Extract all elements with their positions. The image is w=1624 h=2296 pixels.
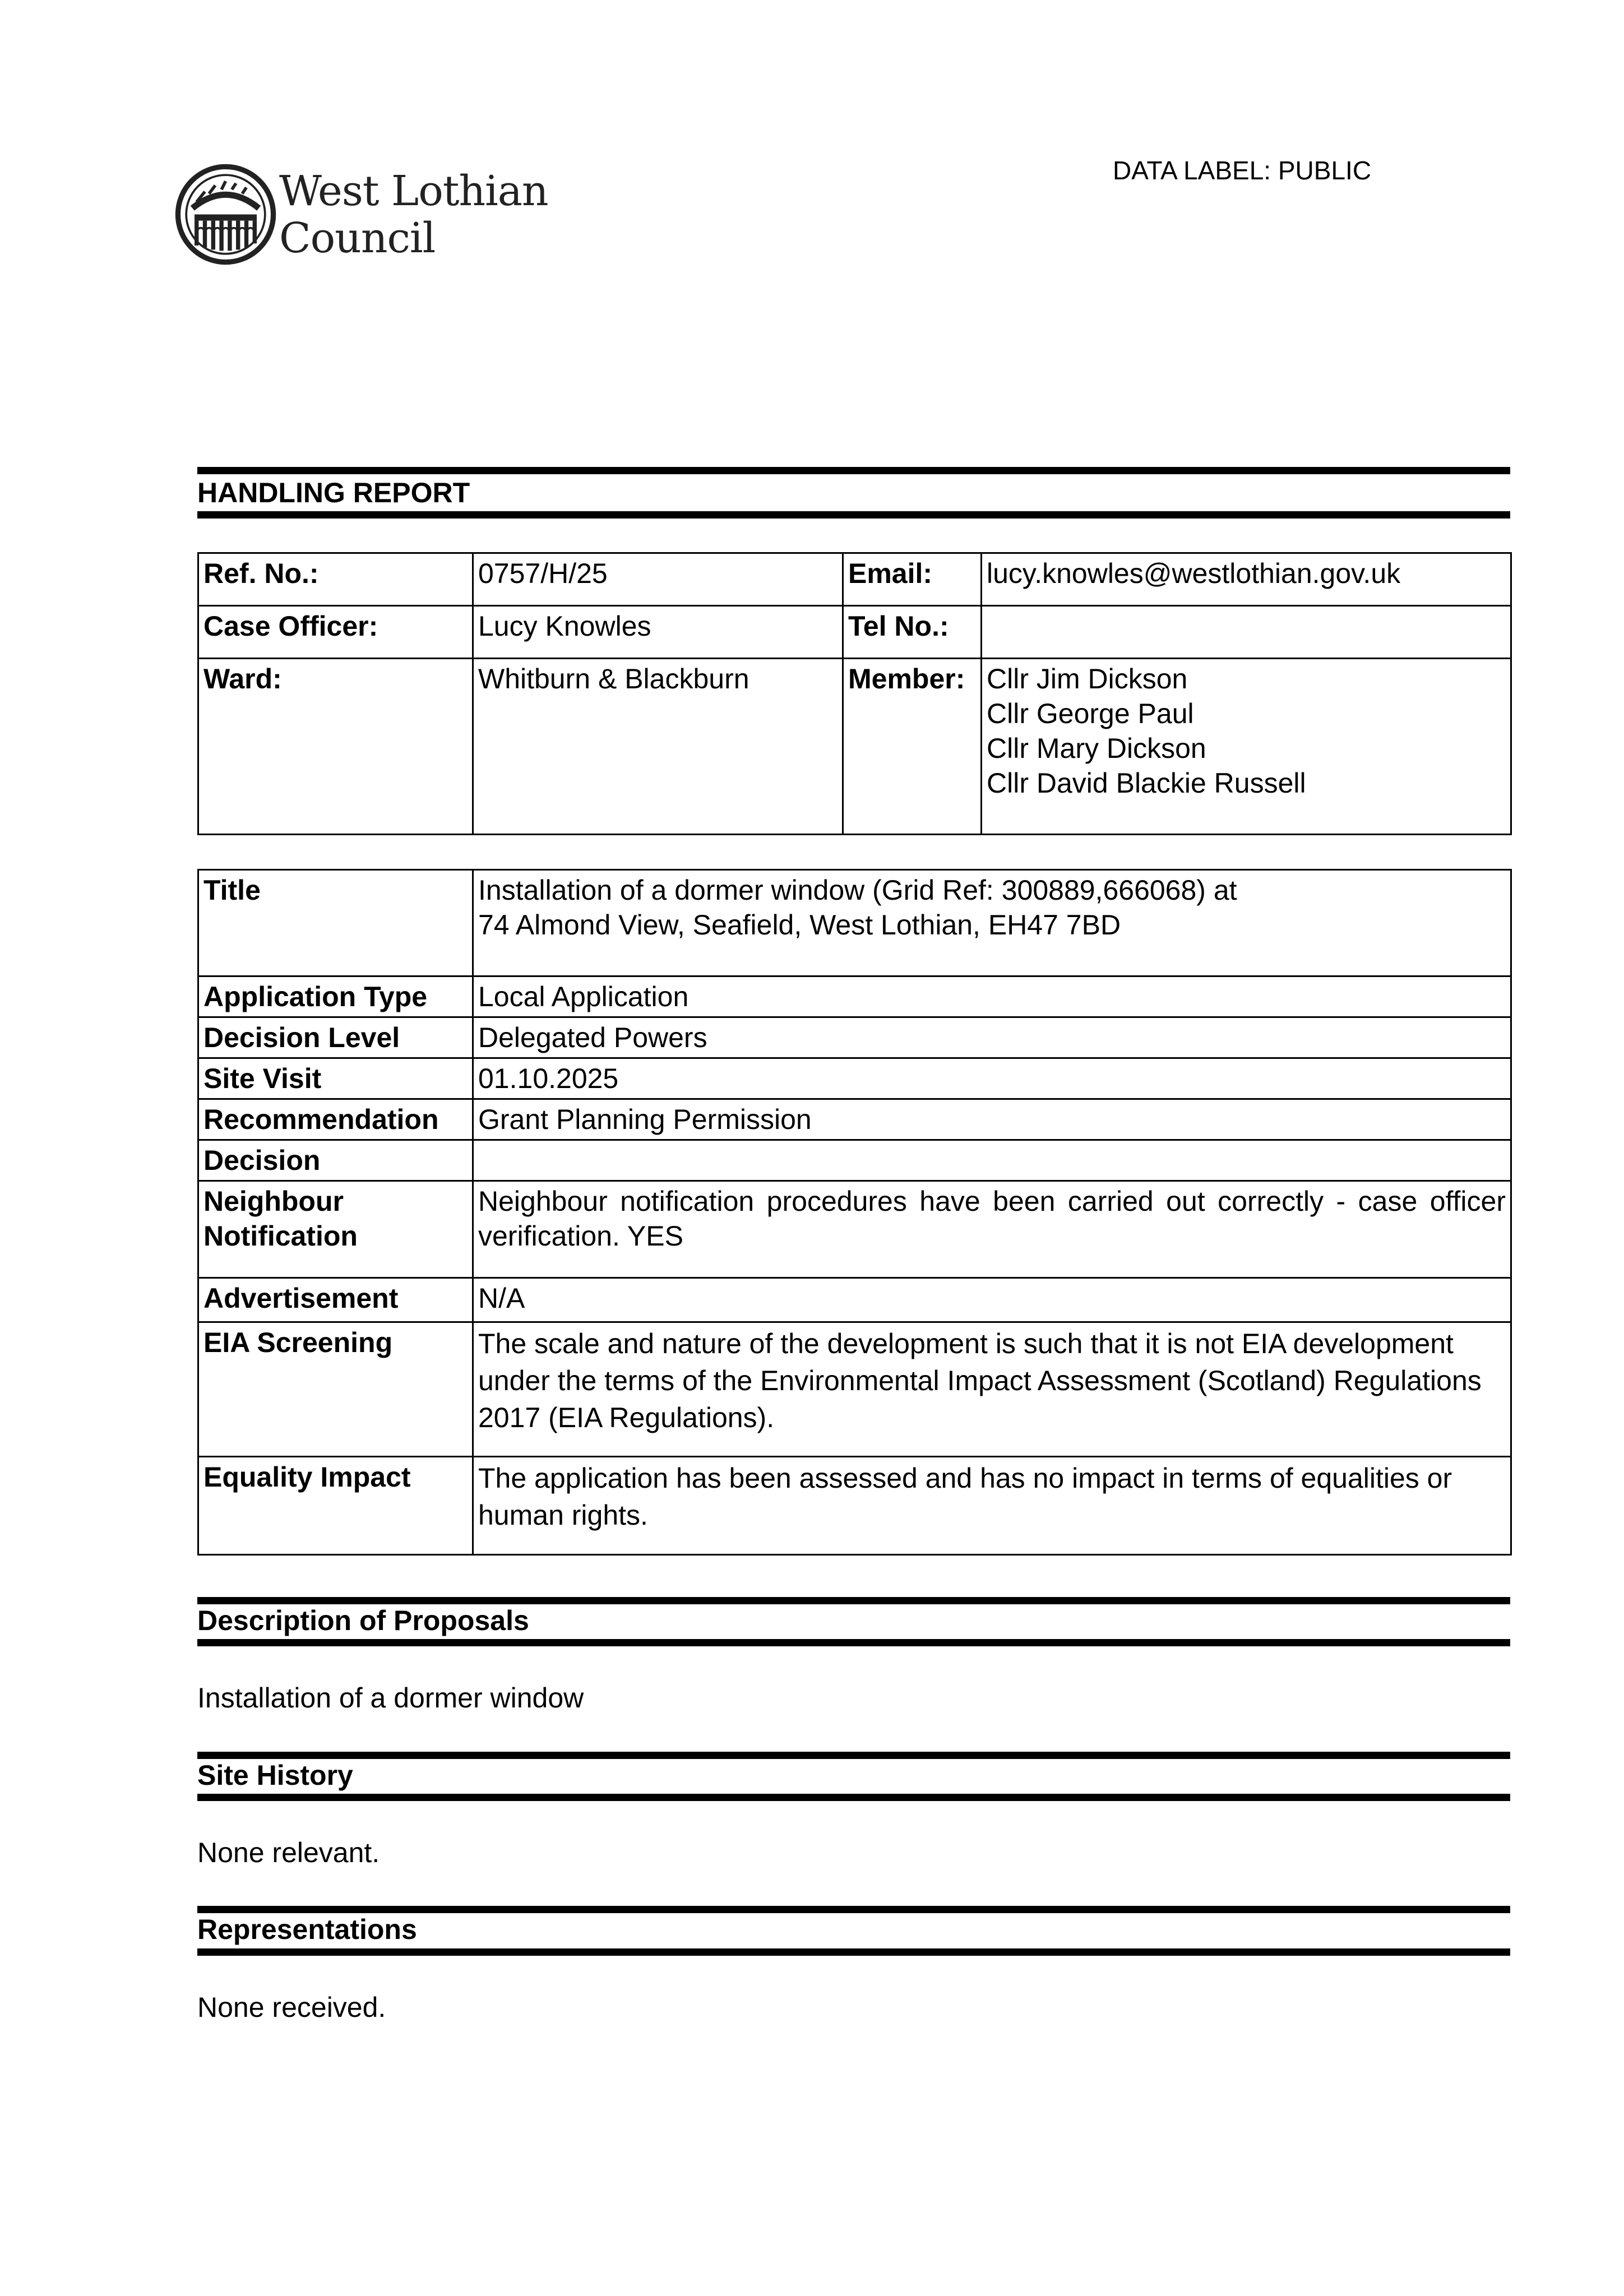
advertisement-label: Advertisement <box>198 1278 473 1322</box>
table-row <box>198 659 1511 835</box>
table-row <box>198 1017 1511 1058</box>
representations-title: Representations <box>197 1914 417 1945</box>
application-type-value: Local Application <box>473 976 1511 1017</box>
viaduct-emblem-icon <box>174 163 277 266</box>
section-rule-top <box>197 1906 1510 1913</box>
description-text: Installation of a dormer window <box>197 1682 584 1714</box>
table-row <box>198 1099 1511 1140</box>
table-row <box>198 870 1511 976</box>
table-row <box>198 1457 1511 1555</box>
advertisement-value: N/A <box>473 1278 1511 1322</box>
section-rule-top <box>197 1597 1510 1604</box>
email-value: lucy.knowles@westlothian.gov.uk <box>982 553 1511 606</box>
section-rule-bottom <box>197 1948 1510 1956</box>
application-type-label: Application Type <box>198 976 473 1017</box>
member-label: Member: <box>843 659 982 835</box>
title-line: Installation of a dormer window (Grid Ref: 300889,666068) at <box>478 874 1237 906</box>
section-rule-top <box>197 1752 1510 1759</box>
equality-impact-value: The application has been assessed and has no impact in terms of equalities or human rights. <box>473 1457 1511 1555</box>
table-row <box>198 553 1511 606</box>
site-history-title: Site History <box>197 1760 353 1791</box>
email-label: Email: <box>843 553 982 606</box>
logo-text-line1: West Lothian <box>279 167 548 215</box>
ref-label: Ref. No.: <box>198 553 473 606</box>
site-history-text: None relevant. <box>197 1837 380 1868</box>
neighbour-notification-value: Neighbour notification procedures have been carried out correctly - case officer verification. YES <box>473 1181 1511 1278</box>
member-list <box>982 659 1511 835</box>
section-rule-bottom <box>197 1639 1510 1646</box>
recommendation-value: Grant Planning Permission <box>473 1099 1511 1140</box>
section-rule-bottom <box>197 1794 1510 1801</box>
council-logo <box>174 160 555 272</box>
tel-value <box>982 606 1511 659</box>
decision-label: Decision <box>198 1140 473 1181</box>
equality-impact-label: Equality Impact <box>198 1457 473 1555</box>
details-table <box>197 869 1512 1556</box>
table-row <box>198 1278 1511 1322</box>
site-visit-value: 01.10.2025 <box>473 1058 1511 1099</box>
neighbour-label-line: Neighbour <box>203 1186 344 1217</box>
decision-level-value: Delegated Powers <box>473 1017 1511 1058</box>
member-name: Cllr David Blackie Russell <box>987 767 1306 799</box>
table-row <box>198 1058 1511 1099</box>
data-label: DATA LABEL: PUBLIC <box>1113 156 1372 185</box>
ref-value: 0757/H/25 <box>473 553 843 606</box>
member-name: Cllr Jim Dickson <box>987 663 1188 695</box>
table-row <box>198 606 1511 659</box>
report-title: HANDLING REPORT <box>197 477 470 508</box>
eia-screening-label: EIA Screening <box>198 1322 473 1457</box>
eia-screening-value: The scale and nature of the development is such that it is not EIA development under the terms of the Environmental Impact Assessment (Scotland) Regulations 2017 (EIA Regulations). <box>473 1322 1511 1457</box>
neighbour-label-line: Notification <box>203 1220 358 1252</box>
case-officer-label: Case Officer: <box>198 606 473 659</box>
table-row <box>198 976 1511 1017</box>
recommendation-label: Recommendation <box>198 1099 473 1140</box>
table-row <box>198 1140 1511 1181</box>
decision-level-label: Decision Level <box>198 1017 473 1058</box>
description-title: Description of Proposals <box>197 1605 529 1636</box>
case-officer-value: Lucy Knowles <box>473 606 843 659</box>
contact-table <box>197 552 1512 835</box>
member-name: Cllr George Paul <box>987 698 1194 729</box>
title-line: 74 Almond View, Seafield, West Lothian, EH47 7BD <box>478 909 1121 941</box>
tel-label: Tel No.: <box>843 606 982 659</box>
logo-text-line2: Council <box>279 214 436 262</box>
table-row <box>198 1181 1511 1278</box>
title-value <box>473 870 1511 976</box>
representations-text: None received. <box>197 1992 386 2023</box>
section-rule-bottom <box>197 511 1510 519</box>
member-name: Cllr Mary Dickson <box>987 733 1206 764</box>
section-rule-top <box>197 467 1510 474</box>
site-visit-label: Site Visit <box>198 1058 473 1099</box>
ward-label: Ward: <box>198 659 473 835</box>
decision-value <box>473 1140 1511 1181</box>
title-label: Title <box>198 870 473 976</box>
ward-value: Whitburn & Blackburn <box>473 659 843 835</box>
table-row <box>198 1322 1511 1457</box>
neighbour-notification-label <box>198 1181 473 1278</box>
